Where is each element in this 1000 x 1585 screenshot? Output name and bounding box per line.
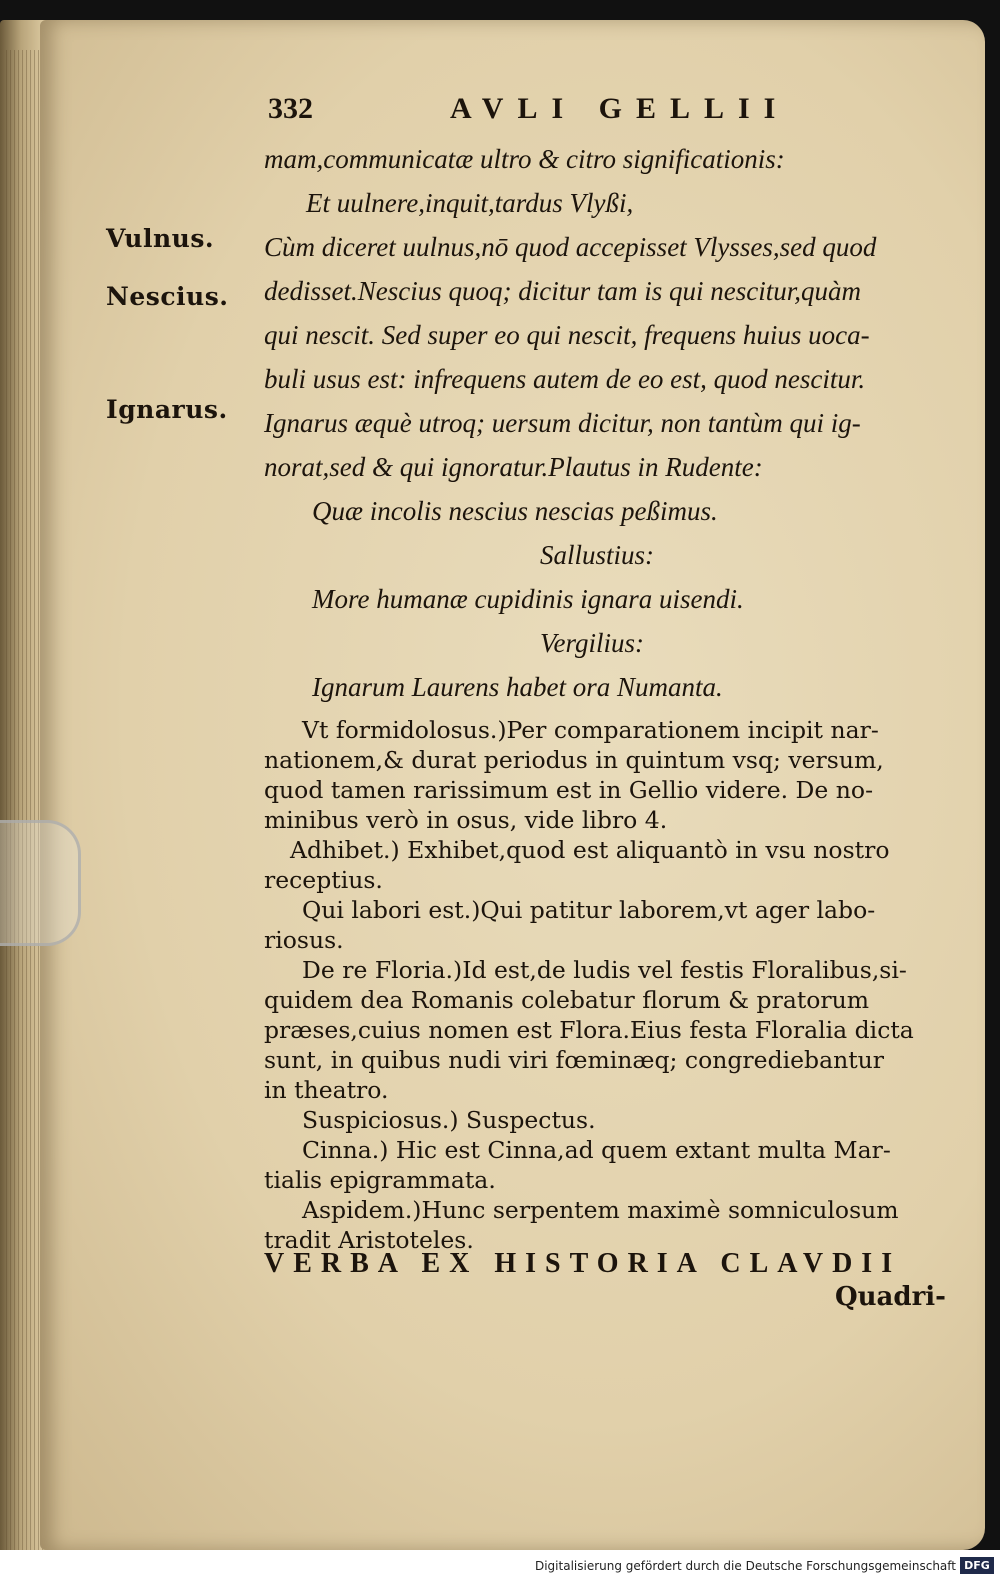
margin-note-ignarus: Ignarus.	[106, 395, 228, 424]
note-line: præses,cuius nomen est Flora.Eius festa Floralia dicta	[264, 1016, 914, 1044]
text-line: qui nescit. Sed super eo qui nescit, frequens huius uoca-	[264, 320, 870, 350]
footer-credit: Digitalisierung gefördert durch die Deutsche Forschungsgemeinschaft	[534, 1559, 956, 1573]
note-line: riosus.	[264, 926, 344, 954]
running-header	[268, 92, 948, 136]
note-line: nationem,& durat periodus in quintum vsq; versum,	[264, 746, 884, 774]
catchword: Quadri-	[835, 1282, 946, 1312]
dfg-logo: DFG	[960, 1557, 994, 1574]
note-line: tialis epigrammata.	[264, 1166, 496, 1194]
note-line: quidem dea Romanis colebatur florum & pratorum	[264, 986, 870, 1014]
margin-note-vulnus: Vulnus.	[106, 224, 215, 253]
running-title: AVLI GELLII	[450, 92, 790, 125]
note-line: minibus verò in osus, vide libro 4.	[264, 806, 668, 834]
verse-quote: Ignarum Laurens habet ora Numanta.	[312, 672, 723, 702]
note-line: Adhibet.) Exhibet,quod est aliquantò in vsu nostro	[290, 836, 890, 864]
note-line: Suspiciosus.) Suspectus.	[302, 1106, 596, 1134]
margin-note-nescius: Nescius.	[106, 282, 229, 311]
text-line: Ignarus æquè utroq; uersum dicitur, non tantùm qui ig-	[264, 408, 861, 438]
text-line: buli usus est: infrequens autem de eo est, quod nescitur.	[264, 364, 866, 394]
page-number: 332	[268, 92, 313, 125]
quote-author: Vergilius:	[540, 628, 644, 658]
text-line: Cùm diceret uulnus,nō quod accepisset Vlysses,sed quod	[264, 232, 877, 262]
section-heading: VERBA EX HISTORIA CLAVDII	[264, 1248, 902, 1279]
note-line: receptius.	[264, 866, 383, 894]
note-line: Vt formidolosus.)Per comparationem incipit nar-	[302, 716, 879, 744]
note-line: Aspidem.)Hunc serpentem maximè somniculosum	[302, 1196, 899, 1224]
verse-quote: More humanæ cupidinis ignara uisendi.	[312, 584, 744, 614]
note-line: De re Floria.)Id est,de ludis vel festis Floralibus,si-	[302, 956, 907, 984]
note-line: sunt, in quibus nudi viri fœminæq; congrediebantur	[264, 1046, 885, 1074]
note-line: tradit Aristoteles.	[264, 1226, 474, 1254]
text-line: mam,communicatæ ultro & citro significationis:	[264, 144, 785, 174]
page-clip	[0, 820, 81, 946]
note-line: Cinna.) Hic est Cinna,ad quem extant multa Mar-	[302, 1136, 891, 1164]
verse-quote: Quæ incolis nescius nescias peßimus.	[312, 496, 718, 526]
note-line: quod tamen rarissimum est in Gellio videre. De no-	[264, 776, 874, 804]
footer-bar	[0, 1550, 1000, 1585]
quote-author: Sallustius:	[540, 540, 655, 570]
note-line: Qui labori est.)Qui patitur laborem,vt ager labo-	[302, 896, 876, 924]
text-line: dedisset.Nescius quoq; dicitur tam is qui nescitur,quàm	[264, 276, 861, 306]
note-line: in theatro.	[264, 1076, 389, 1104]
text-line: norat,sed & qui ignoratur.Plautus in Rudente:	[264, 452, 763, 482]
text-line: Et uulnere,inquit,tardus Vlyßi,	[306, 188, 634, 218]
